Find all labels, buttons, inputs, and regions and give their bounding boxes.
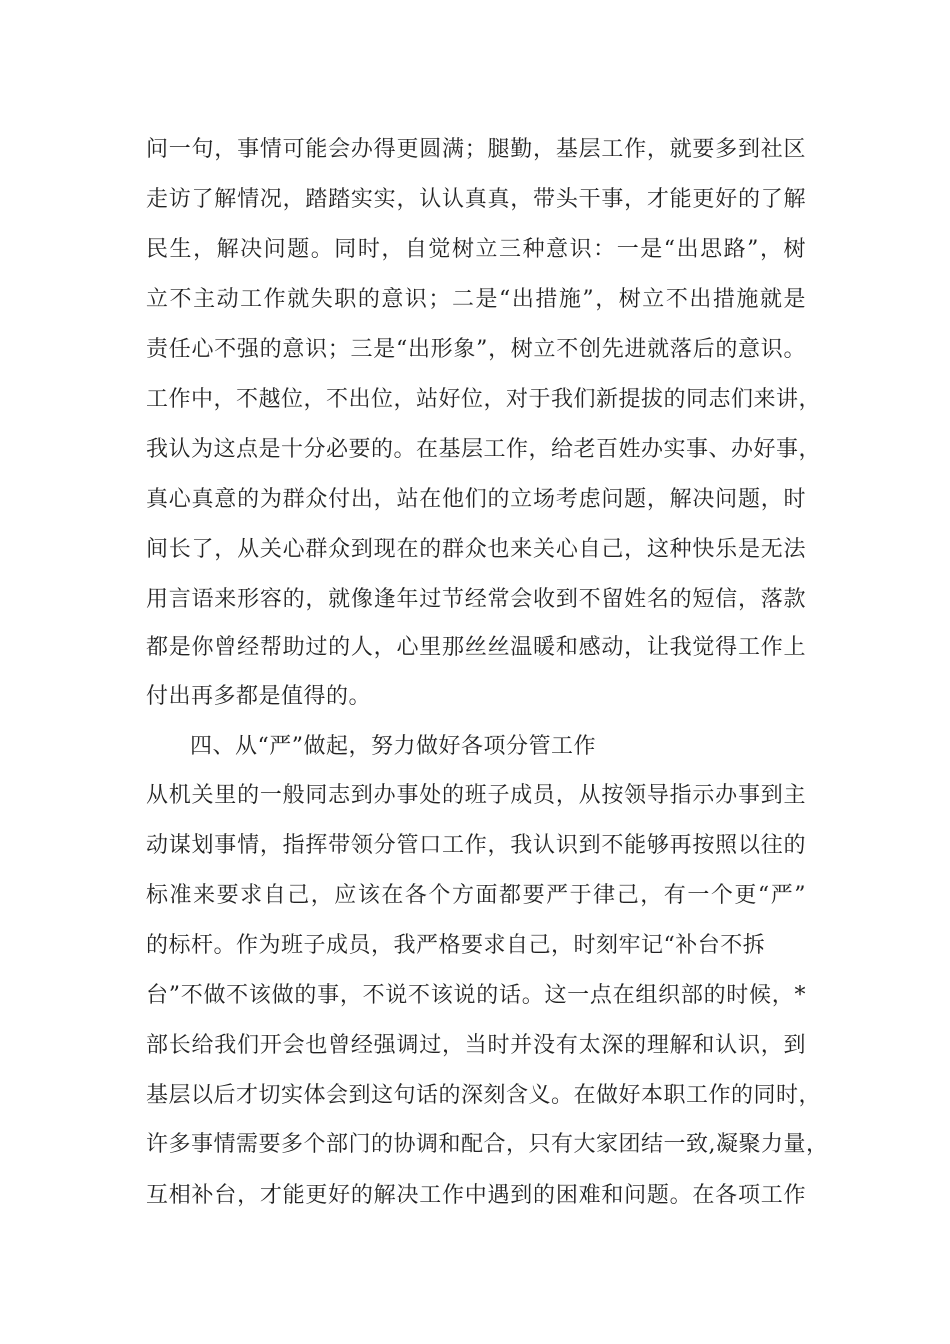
paragraph-line: 基层以后才切实体会到这句话的深刻含义。在做好本职工作的同时， <box>146 1083 822 1108</box>
paragraph-line: 间长了，从关心群众到现在的群众也来关心自己，这种快乐是无法 <box>146 537 806 562</box>
paragraph-line: 责任心不强的意识；三是“出形象”，树立不创先进就落后的意识。 <box>146 337 806 362</box>
paragraph-line: 许多事情需要多个部门的协调和配合，只有大家团结一致,凝聚力量， <box>146 1132 829 1157</box>
paragraph-line: 标准来要求自己，应该在各个方面都要严于律己，有一个更“严” <box>146 883 806 908</box>
paragraph-line: 用言语来形容的，就像逢年过节经常会收到不留姓名的短信，落款 <box>146 587 806 612</box>
paragraph-line: 立不主动工作就失职的意识；二是“出措施”，树立不出措施就是 <box>146 287 806 312</box>
section-heading: 四、从“严”做起，努力做好各项分管工作 <box>190 734 596 759</box>
paragraph-line: 工作中，不越位，不出位，站好位，对于我们新提拔的同志们来讲， <box>146 387 822 412</box>
paragraph-line: 互相补台，才能更好的解决工作中遇到的困难和问题。在各项工作 <box>146 1183 806 1208</box>
paragraph-line: 动谋划事情，指挥带领分管口工作，我认识到不能够再按照以往的 <box>146 833 806 858</box>
paragraph-line: 付出再多都是值得的。 <box>146 684 372 709</box>
paragraph-line: 台”不做不该做的事，不说不该说的话。这一点在组织部的时候，* <box>146 983 806 1008</box>
paragraph-line: 从机关里的一般同志到办事处的班子成员，从按领导指示办事到主 <box>146 783 806 808</box>
paragraph-line: 我认为这点是十分必要的。在基层工作，给老百姓办实事、办好事， <box>146 437 822 462</box>
paragraph-line: 的标杆。作为班子成员，我严格要求自己，时刻牢记“补台不拆 <box>146 933 766 958</box>
paragraph-line: 民生，解决问题。同时，自觉树立三种意识：一是“出思路”，树 <box>146 237 806 262</box>
paragraph-line: 问一句，事情可能会办得更圆满；腿勤，基层工作，就要多到社区 <box>146 137 806 162</box>
paragraph-line: 部长给我们开会也曾经强调过，当时并没有太深的理解和认识，到 <box>146 1033 806 1058</box>
paragraph-line: 真心真意的为群众付出，站在他们的立场考虑问题，解决问题，时 <box>146 487 806 512</box>
paragraph-line: 都是你曾经帮助过的人，心里那丝丝温暖和感动，让我觉得工作上 <box>146 635 806 660</box>
paragraph-line: 走访了解情况，踏踏实实，认认真真，带头干事，才能更好的了解 <box>146 187 806 212</box>
